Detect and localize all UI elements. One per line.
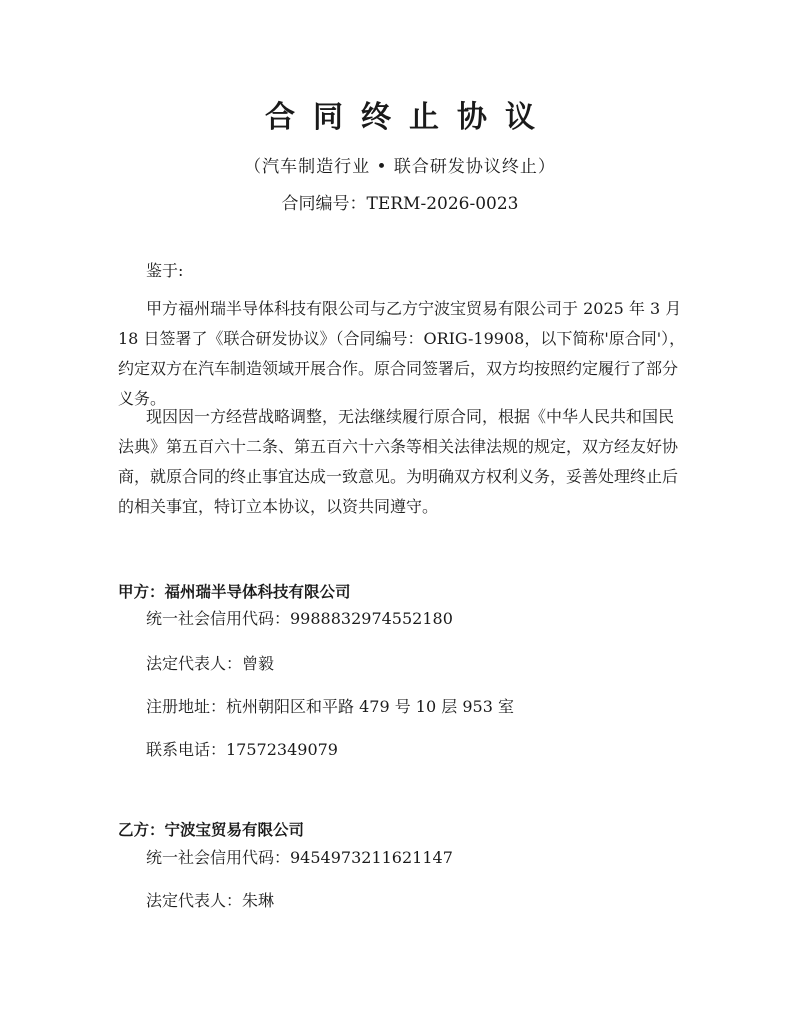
recital-paragraph-2: 现因因一方经营战略调整，无法继续履行原合同，根据《中华人民共和国民法典》第五百六十二条、第五百六十六条等相关法律法规的规定，双方经友好协商，就原合同的终止事宜达成一致意见。为明确双方权利义务，妥善处理终止后的相关事宜，特订立本协议，以资共同遵守。 bbox=[118, 407, 679, 516]
party-a-address: 注册地址：杭州朝阳区和平路 479 号 10 层 953 室 bbox=[146, 697, 514, 716]
document-title: 合同终止协议 bbox=[265, 100, 553, 135]
contract-number: 合同编号：TERM-2026-0023 bbox=[281, 194, 519, 214]
recital-paragraph-1: 甲方福州瑞半导体科技有限公司与乙方宁波宝贸易有限公司于 2025 年 3 月 18 日签署了《联合研发协议》（合同编号：ORIG-19908，以下简称'原合同'），约定双方在汽车制造领域开展合作。原合同签署后，双方均按照约定履行了部分义务。 bbox=[118, 299, 686, 408]
party-a-heading: 甲方：福州瑞半导体科技有限公司 bbox=[118, 583, 351, 601]
party-a-phone: 联系电话：17572349079 bbox=[146, 740, 338, 759]
whereas-label: 鉴于: bbox=[146, 261, 184, 280]
party-a-credit-code: 统一社会信用代码：9988832974552180 bbox=[146, 609, 453, 628]
party-b-heading: 乙方：宁波宝贸易有限公司 bbox=[118, 821, 305, 839]
party-a-legal-rep: 法定代表人：曾毅 bbox=[146, 654, 275, 673]
document-subtitle: （汽车制造行业 • 联合研发协议终止） bbox=[244, 157, 556, 177]
party-b-legal-rep: 法定代表人：朱琳 bbox=[146, 891, 275, 910]
party-b-credit-code: 统一社会信用代码：9454973211621147 bbox=[146, 848, 453, 867]
